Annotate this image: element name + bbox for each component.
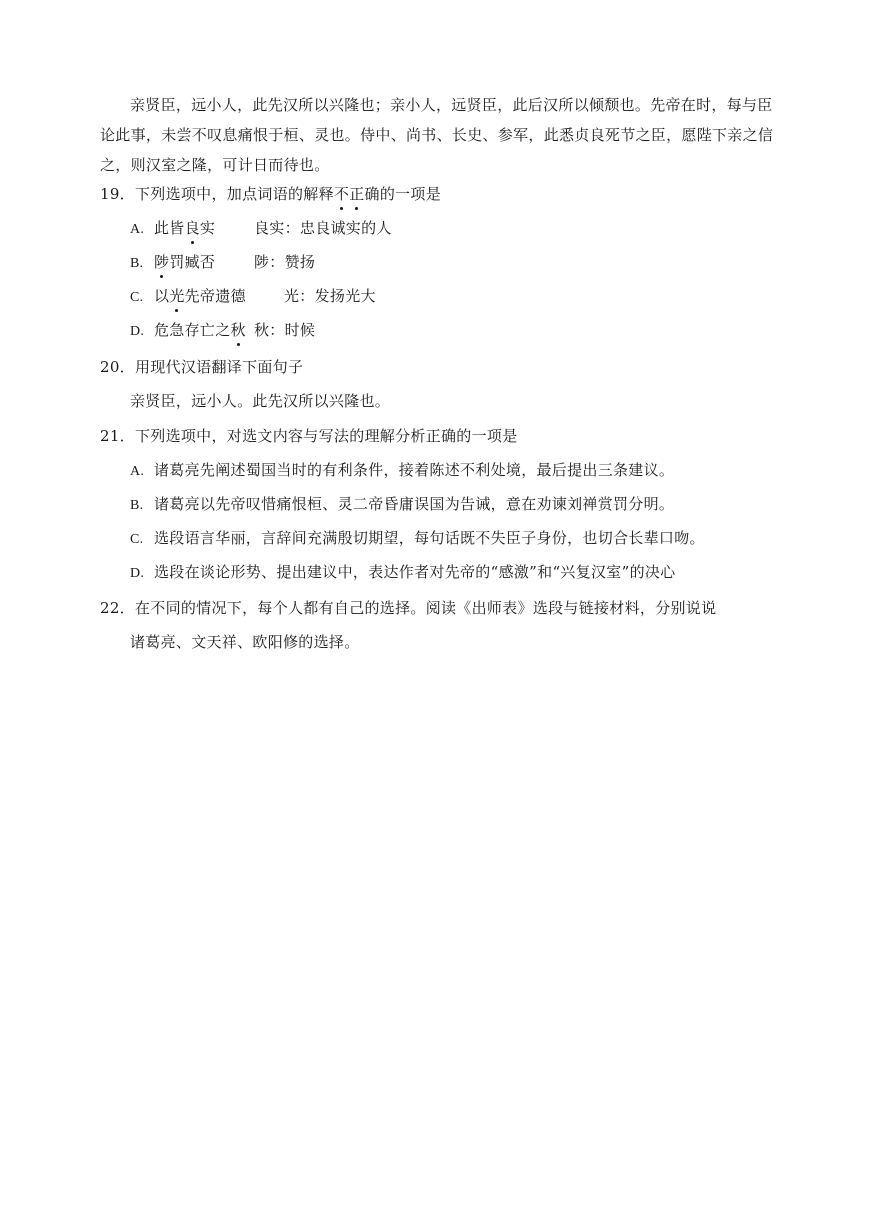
question-21-option-d: D. 选段在谈论形势、提出建议中，表达作者对先帝的“感激”和“兴复汉室”的决心 [130, 563, 676, 581]
question-21-option-a: A. 诸葛亮先阐述蜀国当时的有利条件，接着陈述不利处境，最后提出三条建议。 [130, 461, 675, 479]
passage-line: 之，则汉室之隆，可计日而待也。 [100, 156, 330, 174]
question-20-title: 20．用现代汉语翻译下面句子 [100, 358, 304, 376]
passage-line: 论此事，未尝不叹息痛恨于桓、灵也。侍中、尚书、长史、参军，此悉贞良死节之臣，愿陛下亲之信 [100, 126, 774, 144]
emphasis-dot-char: 良 [184, 219, 200, 237]
emphasis-dot-char: 秋 [230, 321, 246, 339]
question-19-option-c: C. 以光先帝遗德 光：发扬光大 [130, 287, 376, 305]
passage-line: 亲贤臣，远小人，此先汉所以兴隆也；亲小人，远贤臣，此后汉所以倾颓也。先帝在时，每与臣 [130, 96, 773, 114]
question-19-option-a: A. 此皆良实 良实：忠良诚实的人 [130, 219, 392, 237]
question-19-option-b: B. 陟罚臧否 陟：赞扬 [130, 253, 316, 271]
emphasis-dot-char: 正 [349, 185, 365, 203]
question-21-option-c: C. 选段语言华丽，言辞间充满殷切期望，每句话既不失臣子身份，也切合长辈口吻。 [130, 529, 705, 547]
passage [100, 90, 772, 180]
emphasis-dot-char: 陟 [154, 253, 170, 271]
question-21-option-b: B. 诸葛亮以先帝叹惜痛恨桓、灵二帝昏庸误国为告诫，意在劝谏刘禅赏罚分明。 [130, 495, 675, 513]
question-20-sentence: 亲贤臣，远小人。此先汉所以兴隆也。 [130, 392, 391, 410]
question-19-option-d: D. 危急存亡之秋 秋：时候 [130, 321, 316, 339]
question-22-title: 22．在不同的情况下，每个人都有自己的选择。阅读《出师表》选段与链接材料，分别说说 [100, 599, 717, 617]
emphasis-dot-char: 不 [333, 185, 350, 203]
question-21-title: 21．下列选项中，对选文内容与写法的理解分析正确的一项是 [100, 427, 518, 445]
question-22-continuation: 诸葛亮、文天祥、欧阳修的选择。 [130, 633, 360, 651]
emphasis-dot-char: 光 [169, 287, 185, 305]
question-19-title: 19．下列选项中，加点词语的解释不正确的一项是 [100, 185, 442, 203]
